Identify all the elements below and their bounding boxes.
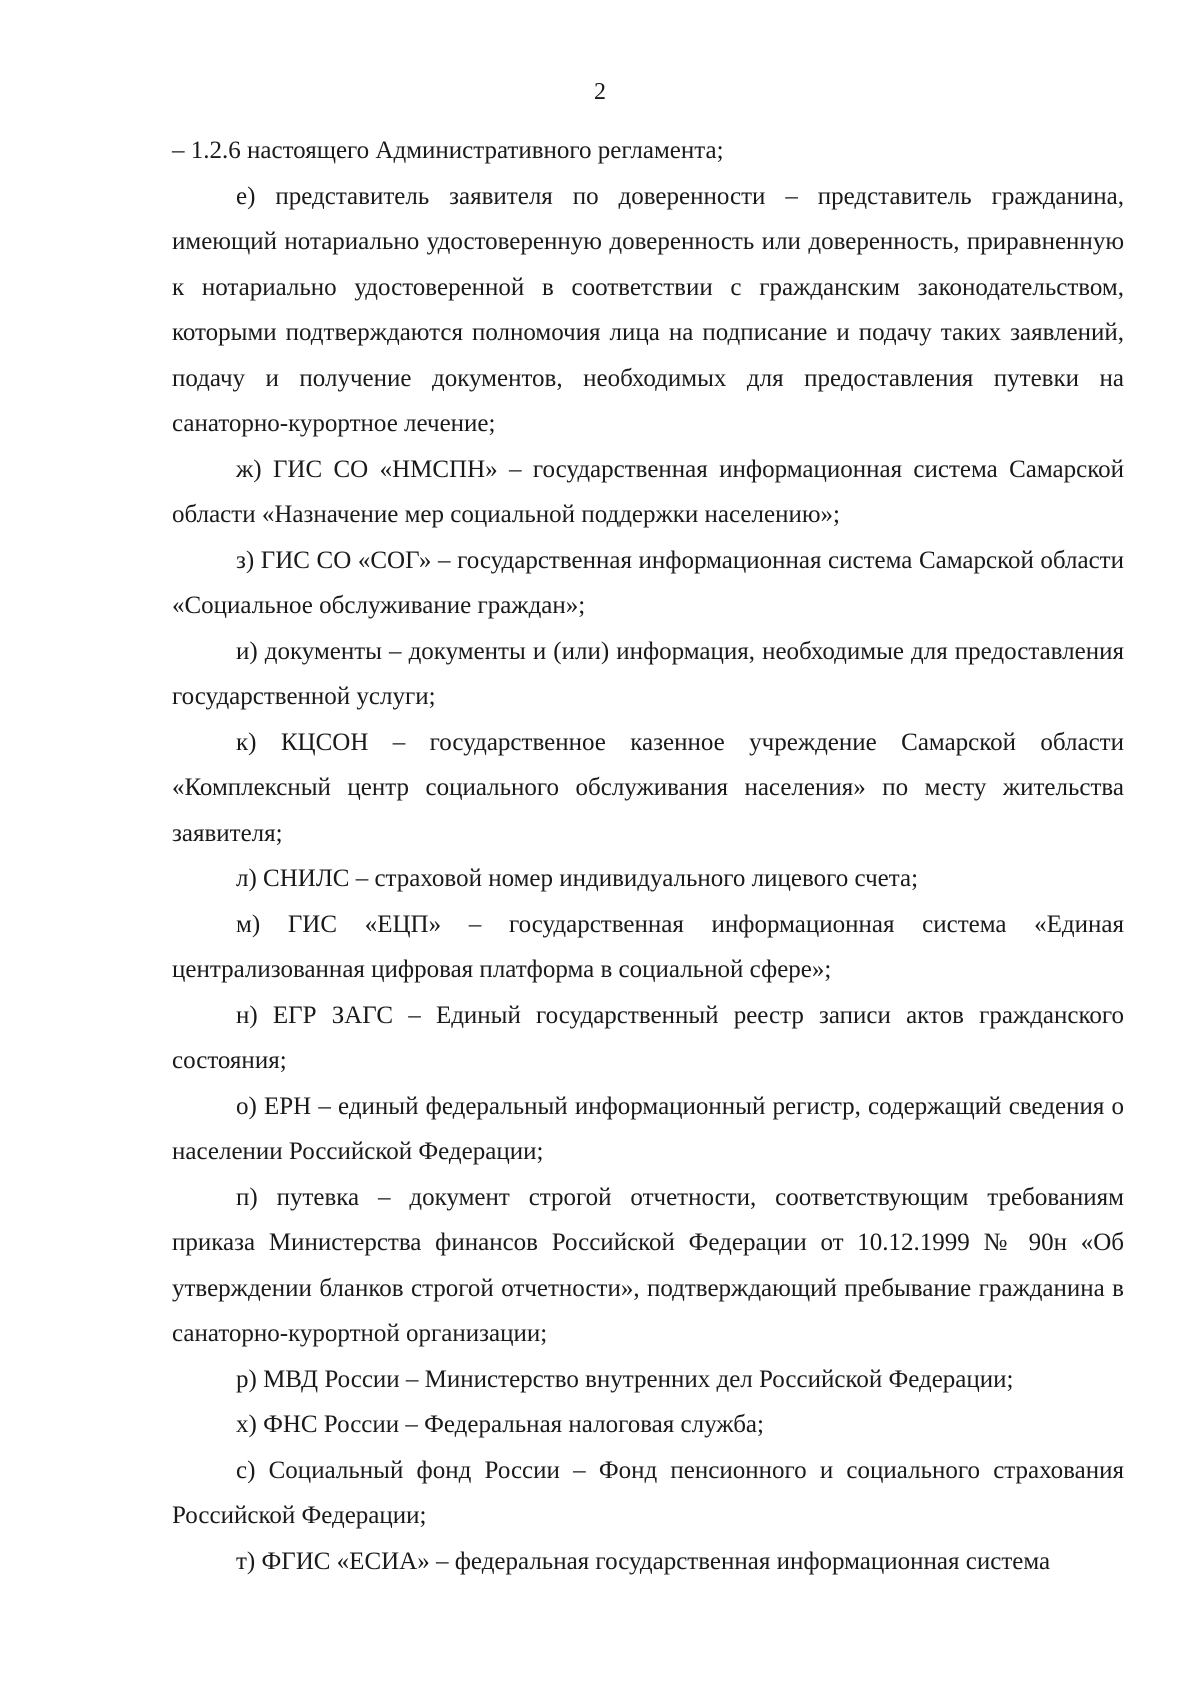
paragraph-n-egr-zags: н) ЕГР ЗАГС – Единый государственный реестр записи актов гражданского состояния; <box>172 1001 1124 1074</box>
paragraph-m-gis-ecp: м) ГИС «ЕЦП» – государственная информационная система «Единая централизованная цифровая платформа в социальной сфере»; <box>172 910 1124 983</box>
paragraph-r-mvd: р) МВД России – Министерство внутренних дел Российской Федерации; <box>236 1365 1014 1393</box>
paragraph-continuation: – 1.2.6 настоящего Административного регламента; <box>172 137 724 164</box>
paragraph-o-ern: о) ЕРН – единый федеральный информационный регистр, содержащий сведения о населении Российской Федерации; <box>172 1092 1124 1165</box>
paragraph-zh-gis-nmspn: ж) ГИС СО «НМСПН» – государственная информационная система Самарской области «Назначение мер социальной поддержки населению»; <box>172 455 1124 528</box>
paragraph-e-representative: е) представитель заявителя по доверенности – представитель гражданина, имеющий нотариально удостоверенную доверенность или доверенность, приравненную к нотариально удостоверенной в соответствии с гражданским законодательством, которыми подтверждаются полномочия лица на подписание и подачу таких заявлений, подачу и получение документов, необходимых для предоставления путевки на санаторно-курортное лечение; <box>172 182 1124 437</box>
paragraph-h-fns: х) ФНС России – Федеральная налоговая служба; <box>236 1411 764 1438</box>
page-number: 2 <box>594 79 606 105</box>
document-body <box>172 128 1124 1584</box>
paragraph-t-fgis-esia: т) ФГИС «ЕСИА» – федеральная государственная информационная система <box>236 1547 1051 1575</box>
paragraph-l-snils: л) СНИЛС – страховой номер индивидуального лицевого счета; <box>236 865 919 892</box>
paragraph-z-gis-sog: з) ГИС СО «СОГ» – государственная информационная система Самарской области «Социальное обслуживание граждан»; <box>172 546 1124 619</box>
paragraph-s-social-fund: с) Социальный фонд России – Фонд пенсионного и социального страхования Российской Федерации; <box>172 1456 1124 1529</box>
paragraph-p-voucher: п) путевка – документ строгой отчетности, соответствующим требованиям приказа Министерства финансов Российской Федерации от 10.12.1999 № 90н «Об утверждении бланков строгой отчетности», подтверждающий пребывание гражданина в санаторно-курортной организации; <box>172 1183 1124 1347</box>
paragraph-k-kcson: к) КЦСОН – государственное казенное учреждение Самарской области «Комплексный центр социального обслуживания населения» по месту жительства заявителя; <box>172 728 1124 847</box>
paragraph-i-documents: и) документы – документы и (или) информация, необходимые для предоставления государственной услуги; <box>172 637 1124 710</box>
